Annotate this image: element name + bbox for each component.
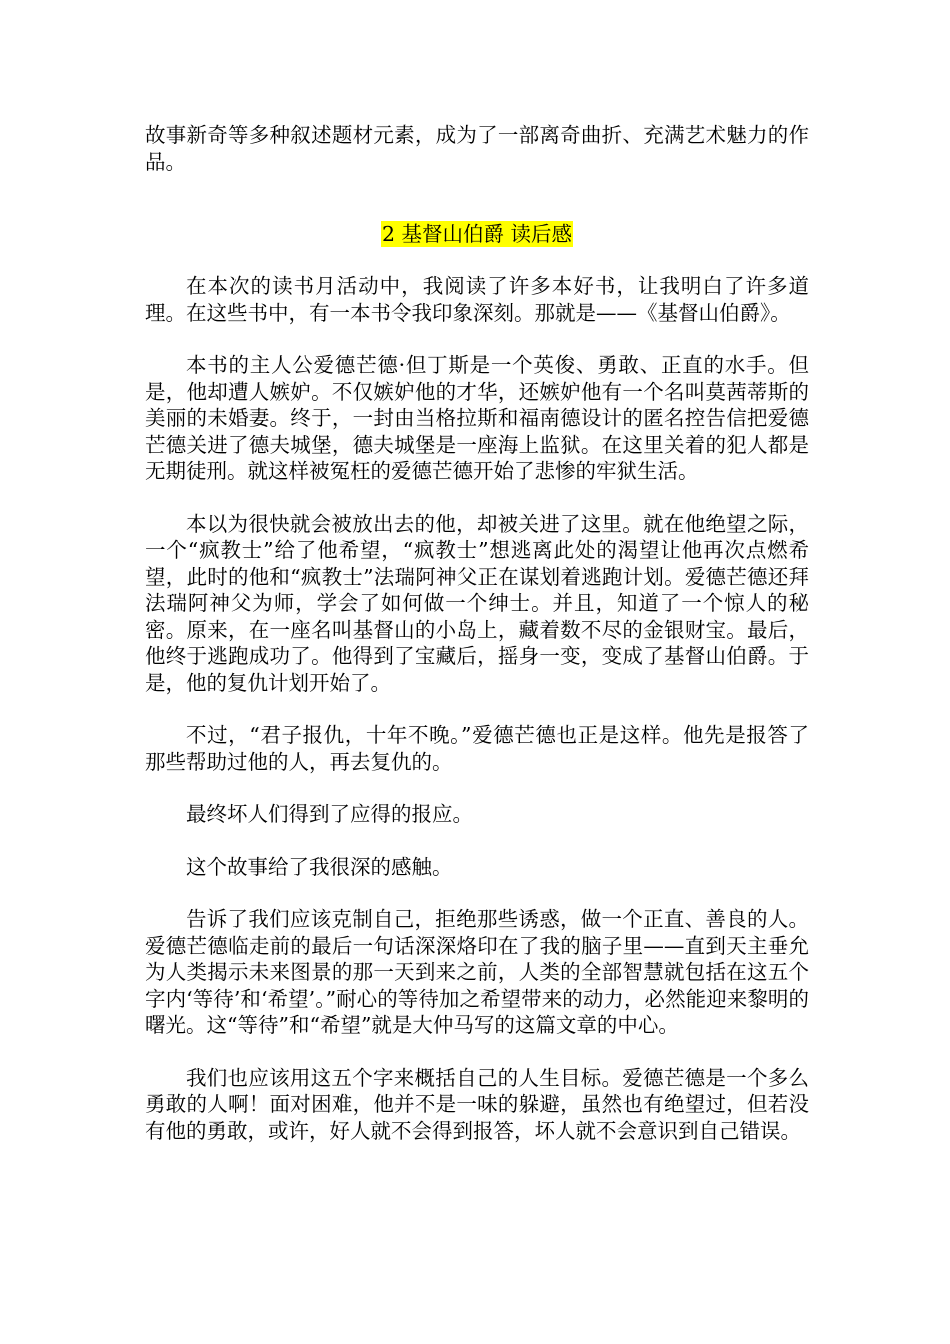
paragraph-4: 不过，“君子报仇，十年不晚。”爱德芒德也正是这样。他先是报答了那些帮助过他的人，再去复仇的。 [145, 723, 809, 774]
paragraph-8: 我们也应该用这五个字来概括自己的人生目标。爱德芒德是一个多么勇敢的人啊！面对困难，他并不是一味的躲避，虽然也有绝望过，但若没有他的勇敢，或许，好人就不会得到报答，坏人就不会意识到自己错误。 [145, 1065, 809, 1143]
paragraph-3: 本以为很快就会被放出去的他，却被关进了这里。就在他绝望之际，一个“疯教士”给了他希望，“疯教士”想逃离此处的渴望让他再次点燃希望，此时的他和“疯教士”法瑞阿神父正在谋划着逃跑计划。爱德芒德还拜法瑞阿神父为师，学会了如何做一个绅士。并且，知道了一个惊人的秘密。原来，在一座名叫基督山的小岛上，藏着数不尽的金银财宝。最后，他终于逃跑成功了。他得到了宝藏后，摇身一变，变成了基督山伯爵。于是，他的复仇计划开始了。 [145, 511, 809, 695]
paragraph-1: 在本次的读书月活动中，我阅读了许多本好书，让我明白了许多道理。在这些书中，有一本书令我印象深刻。那就是——《基督山伯爵》。 [145, 274, 809, 325]
section-heading-text: 2 基督山伯爵 读后感 [381, 222, 573, 246]
section-heading [145, 221, 809, 249]
paragraph-2: 本书的主人公爱德芒德·但丁斯是一个英俊、勇敢、正直的水手。但是，他却遭人嫉妒。不仅嫉妒他的才华，还嫉妒他有一个名叫莫茜蒂斯的美丽的未婚妻。终于，一封由当格拉斯和福南德设计的匿名控告信把爱德芒德关进了德夫城堡，德夫城堡是一座海上监狱。在这里关着的犯人都是无期徒刑。就这样被冤枉的爱德芒德开始了悲惨的牢狱生活。 [145, 353, 809, 483]
paragraph-7: 告诉了我们应该克制自己，拒绝那些诱惑，做一个正直、善良的人。爱德芒德临走前的最后一句话深深烙印在了我的脑子里——直到天主垂允为人类揭示未来图景的那一天到来之前，人类的全部智慧就包括在这五个字内‘等待’和‘希望’。”耐心的等待加之希望带来的动力，必然能迎来黎明的曙光。这“等待”和“希望”就是大仲马写的这篇文章的中心。 [145, 907, 809, 1037]
document-page [145, 122, 809, 1170]
lead-paragraph: 故事新奇等多种叙述题材元素，成为了一部离奇曲折、充满艺术魅力的作品。 [145, 123, 809, 174]
paragraph-5: 最终坏人们得到了应得的报应。 [186, 802, 473, 826]
paragraph-6: 这个故事给了我很深的感触。 [186, 854, 453, 879]
